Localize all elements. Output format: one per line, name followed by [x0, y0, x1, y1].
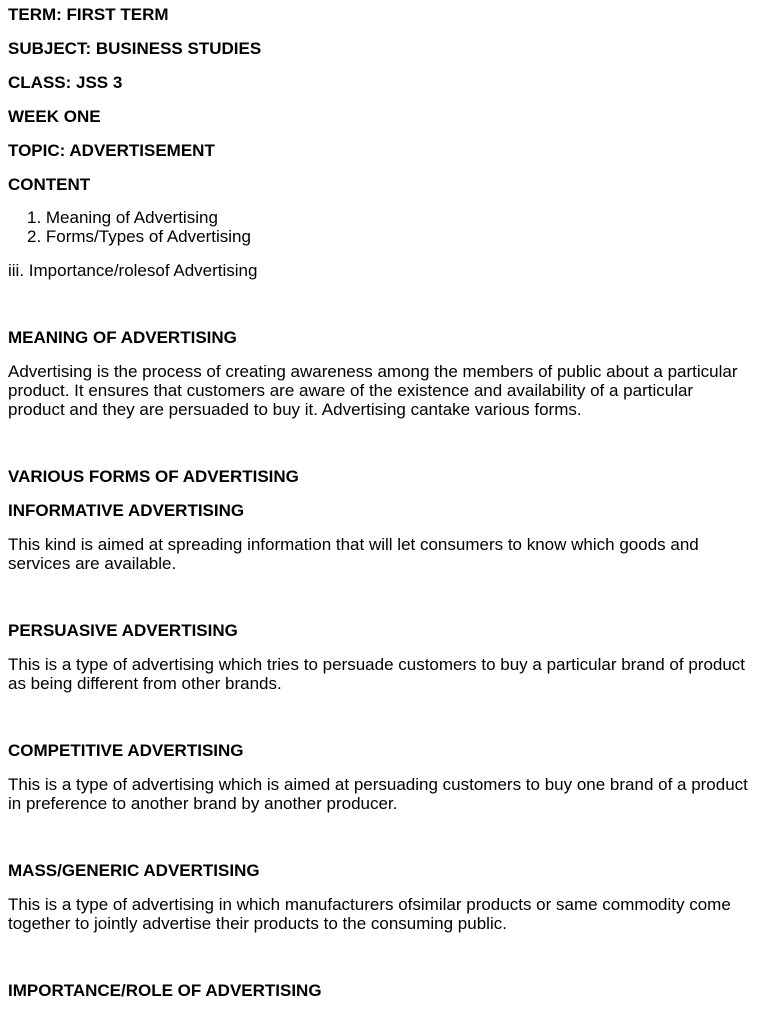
competitive-heading: COMPETITIVE ADVERTISING [8, 741, 244, 760]
week-heading: WEEK ONE [8, 107, 101, 126]
topic-heading: TOPIC: ADVERTISEMENT [8, 141, 215, 160]
subject-heading: SUBJECT: BUSINESS STUDIES [8, 39, 262, 58]
mass-paragraph: This is a type of advertising in which manufacturers ofsimilar products or same commodity come together to jointly advertise their products to the consuming public. [8, 895, 731, 933]
importance-heading: IMPORTANCE/ROLE OF ADVERTISING [8, 981, 322, 1000]
informative-paragraph: This kind is aimed at spreading information that will let consumers to know which goods and services are available. [8, 535, 699, 573]
class-heading: CLASS: JSS 3 [8, 73, 123, 92]
persuasive-heading: PERSUASIVE ADVERTISING [8, 621, 238, 640]
mass-heading: MASS/GENERIC ADVERTISING [8, 861, 260, 880]
meaning-paragraph: Advertising is the process of creating awareness among the members of public about a particular product. It ensures that customers are aware of the existence and availability of a particular product and they are persuaded to buy it. Advertising cantake various forms. [8, 362, 738, 419]
meaning-heading: MEANING OF ADVERTISING [8, 328, 237, 347]
competitive-paragraph: This is a type of advertising which is aimed at persuading customers to buy one brand of a product in preference to another brand by another producer. [8, 775, 748, 813]
content-heading: CONTENT [8, 175, 91, 194]
forms-heading: VARIOUS FORMS OF ADVERTISING [8, 467, 299, 486]
list-item: iii. Importance/rolesof Advertising [8, 261, 258, 280]
list-item: 1. Meaning of Advertising [27, 208, 218, 227]
term-heading: TERM: FIRST TERM [8, 5, 169, 24]
content-list [8, 208, 760, 246]
list-item: 2. Forms/Types of Advertising [27, 227, 251, 246]
informative-heading: INFORMATIVE ADVERTISING [8, 501, 245, 520]
persuasive-paragraph: This is a type of advertising which tries to persuade customers to buy a particular brand of product as being different from other brands. [8, 655, 746, 693]
